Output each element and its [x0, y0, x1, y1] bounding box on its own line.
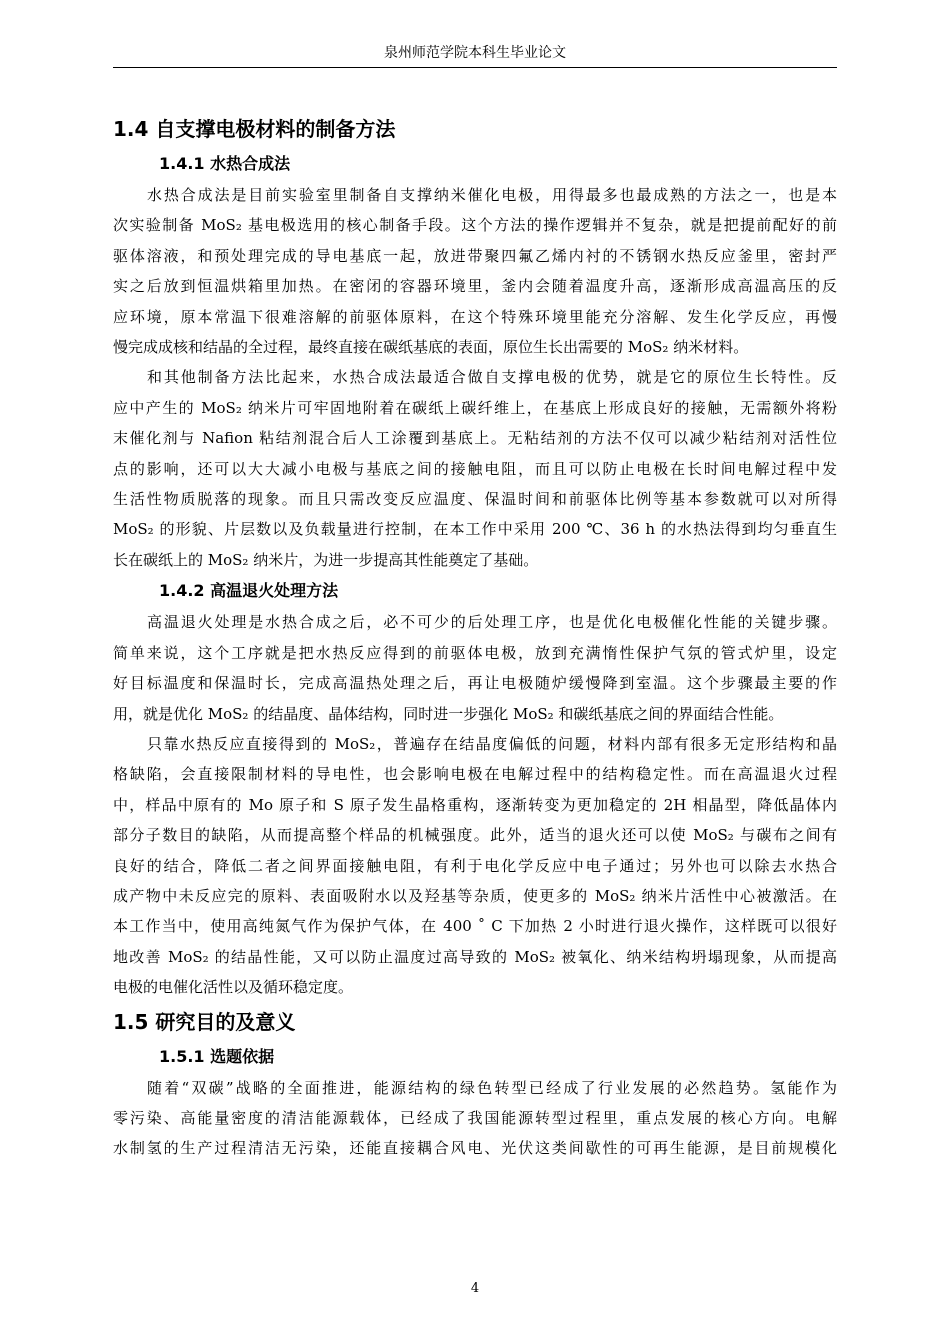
text-line: 用，就是优化 MoS₂ 的结晶度、晶体结构，同时进一步强化 MoS₂ 和碳纸基底之间的界面结合性能。 [113, 704, 784, 723]
text-line: 只靠水热反应直接得到的 MoS₂，普遍存在结晶度偏低的问题，材料内部有很多无定形结构和晶 [147, 734, 837, 753]
text-line: 慢完成成核和结晶的全过程，最终直接在碳纸基底的表面，原位生长出需要的 MoS₂ 纳米材料。 [113, 338, 749, 357]
text-line: 高温退火处理是水热合成之后，必不可少的后处理工序，也是优化电极催化性能的关键步骤。 [147, 613, 837, 632]
section-heading-1-5: 1.5 研究目的及意义 [113, 1009, 296, 1034]
text-line: 驱体溶液，和预处理完成的导电基底一起，放进带聚四氟乙烯内衬的不锈钢水热反应釜里，密封严 [113, 246, 837, 265]
text-line: 应环境，原本常温下很难溶解的前驱体原料，在这个特殊环境里能充分溶解、发生化学反应，再慢 [113, 307, 837, 326]
text-line: 简单来说，这个工序就是把水热反应得到的前驱体电极，放到充满惰性保护气氛的管式炉里，设定 [113, 643, 837, 662]
text-line: 水制氢的生产过程清洁无污染，还能直接耦合风电、光伏这类间歇性的可再生能源，是目前规模化 [113, 1139, 837, 1158]
section-heading-1-4: 1.4 自支撑电极材料的制备方法 [113, 117, 396, 141]
text-line: 水热合成法是目前实验室里制备自支撑纳米催化电极，用得最多也最成熟的方法之一，也是本 [147, 186, 837, 204]
text-line: 本工作当中，使用高纯氮气作为保护气体，在 400 ˚ C 下加热 2 小时进行退火操作，这样既可以很好 [113, 917, 837, 936]
subsection-heading-1-4-1: 1.4.1 水热合成法 [159, 154, 291, 173]
text-line: 良好的结合，降低二者之间界面接触电阻，有利于电化学反应中电子通过；另外也可以除去水热合 [113, 856, 837, 875]
page-body [113, 110, 837, 1164]
header-title: 泉州师范学院本科生毕业论文 [384, 45, 566, 61]
paragraph [113, 1073, 837, 1164]
text-line: 格缺陷，会直接限制材料的导电性，也会影响电极在电解过程中的结构稳定性。而在高温退火过程 [113, 765, 837, 784]
paragraph [113, 362, 837, 575]
page-number: 4 [470, 1281, 480, 1296]
text-line: 中，样品中原有的 Mo 原子和 S 原子发生晶格重构，逐渐转变为更加稳定的 2H 相晶型，降低晶体内 [113, 795, 837, 814]
text-line: 零污染、高能量密度的清洁能源载体，已经成了我国能源转型过程里，重点发展的核心方向。电解 [113, 1108, 837, 1127]
text-line: 成产物中未反应完的原料、表面吸附水以及羟基等杂质，使更多的 MoS₂ 纳米片活性中心被激活。在 [113, 886, 837, 905]
text-line: 次实验制备 MoS₂ 基电极选用的核心制备手段。这个方法的操作逻辑并不复杂，就是把提前配好的前 [113, 216, 837, 235]
text-line: 应中产生的 MoS₂ 纳米片可牢固地附着在碳纸上碳纤维上，在基底上形成良好的接触，无需额外将粉 [113, 398, 837, 417]
text-line: 长在碳纸上的 MoS₂ 纳米片，为进一步提高其性能奠定了基础。 [113, 550, 539, 569]
paragraph [113, 607, 837, 729]
running-header [113, 43, 837, 68]
text-line: 和其他制备方法比起来，水热合成法最适合做自支撑电极的优势，就是它的原位生长特性。反 [147, 368, 837, 387]
text-line: 电极的电催化活性以及循环稳定度。 [113, 978, 354, 997]
paragraph [113, 180, 837, 362]
text-line: 末催化剂与 Nafion 粘结剂混合后人工涂覆到基底上。无粘结剂的方法不仅可以减少粘结剂对活性位 [113, 429, 837, 448]
subsection-heading-1-5-1: 1.5.1 选题依据 [159, 1046, 275, 1066]
text-line: 好目标温度和保温时长，完成高温热处理之后，再让电极随炉缓慢降到室温。这个步骤最主要的作 [113, 674, 837, 693]
text-line: 生活性物质脱落的现象。而且只需改变反应温度、保温时间和前驱体比例等基本参数就可以对所得 [113, 490, 837, 509]
text-line: 点的影响，还可以大大减小电极与基底之间的接触电阻，而且可以防止电极在长时间电解过程中发 [113, 459, 837, 478]
text-line: MoS₂ 的形貌、片层数以及负载量进行控制，在本工作中采用 200 ℃、36 h 的水热法得到均匀垂直生 [113, 520, 837, 539]
subsection-heading-1-4-2: 1.4.2 高温退火处理方法 [159, 581, 339, 601]
text-line: 部分子数目的缺陷，从而提高整个样品的机械强度。此外，适当的退火还可以使 MoS₂ 与碳布之间有 [113, 826, 837, 845]
paragraph [113, 729, 837, 1003]
text-line: 随着“双碳”战略的全面推进，能源结构的绿色转型已经成了行业发展的必然趋势。氢能作为 [147, 1078, 837, 1097]
text-line: 实之后放到恒温烘箱里加热。在密闭的容器环境里，釜内会随着温度升高，逐渐形成高温高压的反 [113, 277, 837, 296]
text-line: 地改善 MoS₂ 的结晶性能，又可以防止温度过高导致的 MoS₂ 被氧化、纳米结构坍塌现象，从而提高 [113, 947, 837, 966]
